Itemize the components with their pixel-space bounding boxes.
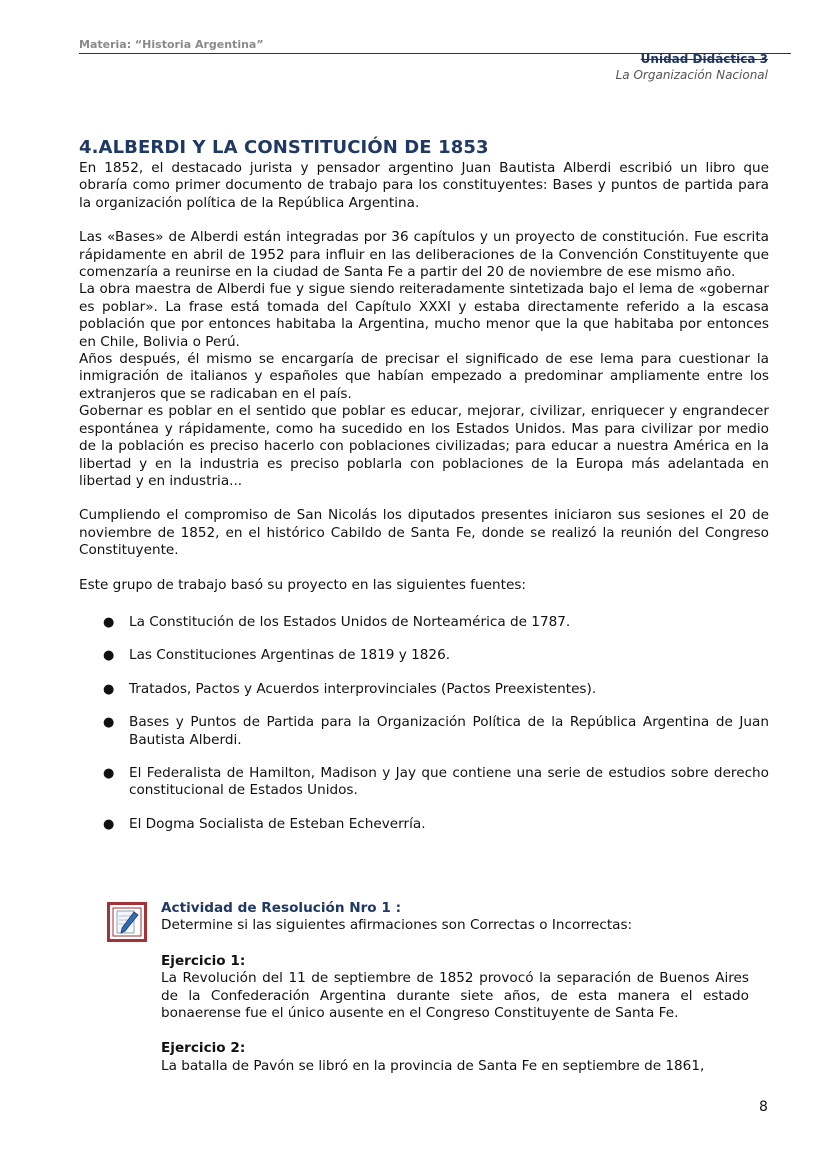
- paragraph: Cumpliendo el compromiso de San Nicolás los diputados presentes iniciaron sus sesiones el 20 de noviembre de 1852, en el histórico Cabildo de Santa Fe, donde se realizó la reunión del Congreso Constituyente.: [79, 507, 769, 559]
- list-item: ● El Dogma Socialista de Esteban Echeverría.: [103, 815, 426, 832]
- activity-title: Actividad de Resolución Nro 1 :: [161, 900, 402, 916]
- exercise-text: La batalla de Pavón se libró en la provincia de Santa Fe en septiembre de 1861,: [161, 1057, 705, 1074]
- bullet-icon: ●: [103, 715, 115, 731]
- list-item: ● El Federalista de Hamilton, Madison y Jay que contiene una serie de estudios sobre derecho constitucional de Estados Unidos.: [103, 764, 769, 799]
- exercise-text: La Revolución del 11 de septiembre de 1852 provocó la separación de Buenos Aires de la Confederación Argentina durante siete años, de esta manera el estado bonaerense fue el único ausente en el Congreso Constituyente de Santa Fe.: [161, 970, 749, 1022]
- exercise-title: Ejercicio 1:: [161, 952, 246, 969]
- quote-paragraph: Gobernar es poblar en el sentido que poblar es educar, mejorar, civilizar, enriquecer y engrandecer espontánea y rápidamente, como ha sucedido en los Estados Unidos. Mas para civilizar por medio de la población es preciso hacerlo con poblaciones civilizadas; para educar a nuestra América en la libertad y en la industria es preciso poblarla con poblaciones de la Europa más adelantada en libertad y en industria...: [79, 403, 769, 489]
- list-item: ● Bases y Puntos de Partida para la Organización Política de la República Argentina de Juan Bautista Alberdi.: [103, 714, 769, 748]
- section-title: 4.ALBERDI Y LA CONSTITUCIÓN DE 1853: [79, 137, 489, 158]
- paragraph: Este grupo de trabajo basó su proyecto en las siguientes fuentes:: [79, 576, 527, 593]
- bullet-icon: ●: [103, 681, 115, 697]
- unit-subtitle: La Organización Nacional: [615, 68, 768, 82]
- bullet-icon: ●: [103, 648, 115, 664]
- paragraph: La obra maestra de Alberdi fue y sigue siendo reiteradamente sintetizada bajo el lema de «gobernar es poblar». La frase está tomada del Capítulo XXXI y estaba directamente referido a la escasa población que por entonces habitaba la Argentina, mucho menor que la que habitaba por entonces en Chile, Bolivia o Perú.: [79, 281, 769, 350]
- subject-header: Materia: “Historia Argentina”: [79, 38, 264, 51]
- activity-section: [161, 900, 749, 1075]
- paragraph: En 1852, el destacado jurista y pensador argentino Juan Bautista Alberdi escribió un libro que obraría como primer documento de trabajo para los constituyentes: Bases y puntos de partida para la organización política de la República Argentina.: [79, 160, 769, 211]
- exercise-title: Ejercicio 2:: [161, 1040, 246, 1057]
- activity-instruction: Determine si las siguientes afirmaciones son Correctas o Incorrectas:: [161, 917, 633, 934]
- list-item: ● La Constitución de los Estados Unidos de Norteamérica de 1787.: [103, 613, 571, 630]
- list-item: ● Tratados, Pactos y Acuerdos interprovinciales (Pactos Preexistentes).: [103, 680, 597, 697]
- paragraph-spacer: [79, 560, 769, 577]
- paragraph-spacer: [79, 212, 769, 229]
- page-number: 8: [759, 1099, 768, 1115]
- paragraph: Años después, él mismo se encargaría de precisar el significado de ese lema para cuestionar la inmigración de italianos y españoles que habían empezado a predominar ampliamente entre los extranjeros que se radicaban en el país.: [79, 351, 769, 402]
- main-text: [79, 160, 769, 849]
- pencil-notepad-icon: [107, 902, 147, 942]
- unit-header: Unidad Didáctica 3: [640, 52, 768, 66]
- bullet-icon: ●: [103, 816, 115, 832]
- paragraph-spacer: [79, 490, 769, 507]
- list-item: ● Las Constituciones Argentinas de 1819 y 1826.: [103, 647, 451, 664]
- bullet-icon: ●: [103, 614, 115, 630]
- bullet-icon: ●: [103, 765, 115, 781]
- sources-list: [79, 614, 769, 833]
- paragraph: Las «Bases» de Alberdi están integradas por 36 capítulos y un proyecto de constitución. Fue escrita rápidamente en abril de 1952 para influir en las deliberaciones de la Convención Constituyente que comenzaría a reunirse en la ciudad de Santa Fe a partir del 20 de noviembre de ese mismo año.: [79, 229, 769, 281]
